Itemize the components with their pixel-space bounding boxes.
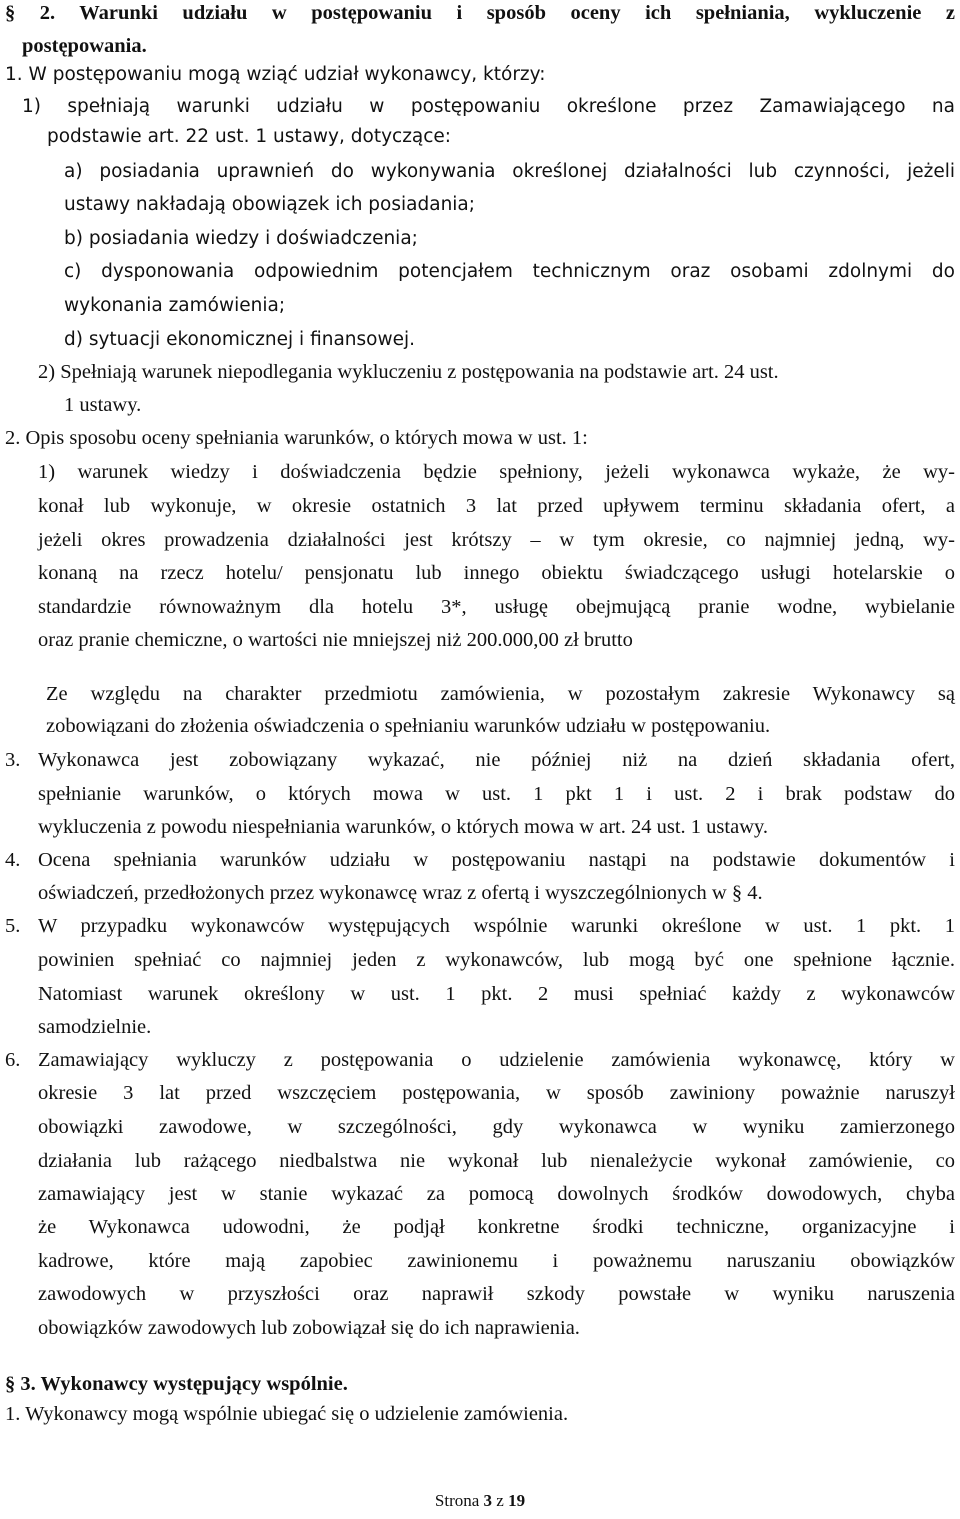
item-6-line-8: zawodowych w przyszłości oraz naprawił szkody powstałe w wyniku naruszenia [38, 1283, 955, 1305]
item-3-line-2: spełnianie warunków, o których mowa w ust. 1 pkt 1 i ust. 2 i brak podstaw do [38, 783, 955, 805]
paragraph-a-line-1: a) posiadania uprawnień do wykonywania określonej działalności lub czynności, jeżeli [64, 161, 955, 182]
paragraph-c-line-1: c) dysponowania odpowiednim potencjałem technicznym oraz osobami zdolnymi do [64, 261, 955, 282]
paragraph-item-1-1-line-1: 1) spełniają warunki udziału w postępowaniu określone przez Zamawiającego na [22, 96, 955, 117]
item-6-line-3: obowiązki zawodowe, w szczególności, gdy wykonawca w wyniku zamierzonego [38, 1116, 955, 1138]
item-4-line-2: oświadczeń, przedłożonych przez wykonawcę wraz z ofertą i wyszczególnionych w § 4. [38, 882, 763, 904]
section-3-heading: § 3. Wykonawcy występujący wspólnie. [5, 1373, 348, 1395]
item-5-line-3: Natomiast warunek określony w ust. 1 pkt. 2 musi spełniać każdy z wykonawców [38, 983, 955, 1005]
item-4-line-1: Ocena spełniania warunków udziału w postępowaniu nastąpi na podstawie dokumentów i [38, 849, 955, 871]
item-6-line-7: kadrowe, które mają zapobiec zawinionemu i poważnemu naruszaniu obowiązków [38, 1250, 955, 1272]
item-6-line-5: zamawiający jest w stanie wykazać za pomocą dowolnych środków dowodowych, chyba [38, 1183, 955, 1205]
paragraph-item-2-1-line-6: oraz pranie chemiczne, o wartości nie mniejszej niż 200.000,00 zł brutto [38, 629, 633, 651]
item-6-line-9: obowiązków zawodowych lub zobowiązał się do ich naprawienia. [38, 1317, 580, 1339]
item-6-line-4: działania lub rażącego niedbalstwa nie wykonał lub nienależycie wykonał zamówienie, co [38, 1150, 955, 1172]
paragraph-item-1-1-line-2: podstawie art. 22 ust. 1 ustawy, dotyczące: [47, 126, 452, 147]
paragraph-item-2-1-line-1: 1) warunek wiedzy i doświadczenia będzie spełniony, jeżeli wykonawca wykaże, że wy- [38, 461, 955, 483]
paragraph-item-1-2-line-2: 1 ustawy. [64, 394, 142, 416]
paragraph-item-2-1-line-5: standardzie równoważnym dla hotelu 3*, usługę obejmującą pranie wodne, wybielanie [38, 596, 955, 618]
item-5-line-1: W przypadku wykonawców występujących wspólnie warunki określone w ust. 1 pkt. 1 [38, 915, 955, 937]
item-5-line-4: samodzielnie. [38, 1016, 152, 1038]
item-3-line-3: wykluczenia z powodu niespełniania warunków, o których mowa w art. 24 ust. 1 ustawy. [38, 816, 769, 838]
item-5-number: 5. [5, 915, 21, 937]
paragraph-item-2-1-line-3: jeżeli okres prowadzenia działalności jest krótszy – w tym okresie, co najmniej jedną, wy- [38, 529, 955, 551]
section-3-item-1: 1. Wykonawcy mogą wspólnie ubiegać się o udzielenie zamówienia. [5, 1403, 569, 1425]
footer-page-number: 3 [483, 1491, 493, 1510]
section-heading-line-2: postępowania. [22, 35, 147, 57]
paragraph-c-line-2: wykonania zamówienia; [64, 295, 286, 316]
item-5-line-2: powinien spełniać co najmniej jeden z wykonawców, lub mogą być one spełnione łącznie. [38, 949, 955, 971]
note-line-1: Ze względu na charakter przedmiotu zamówienia, w pozostałym zakresie Wykonawcy są [46, 683, 955, 705]
footer-prefix: Strona [434, 1491, 484, 1510]
paragraph-b: b) posiadania wiedzy i doświadczenia; [64, 228, 418, 249]
item-4-number: 4. [5, 849, 21, 871]
paragraph-item-2-1-line-2: konał lub wykonuje, w okresie ostatnich 3 lat przed upływem terminu składania ofert, a [38, 495, 955, 517]
footer-total-pages: 19 [508, 1491, 526, 1510]
item-3-number: 3. [5, 749, 21, 771]
page-footer [0, 1489, 960, 1513]
paragraph-item-1-2-line-1: 2) Spełniają warunek niepodlegania wykluczeniu z postępowania na podstawie art. 24 ust. [38, 361, 779, 383]
paragraph-a-line-2: ustawy nakładają obowiązek ich posiadania; [64, 194, 476, 215]
note-line-2: zobowiązani do złożenia oświadczenia o spełnianiu warunków udziału w postępowaniu. [46, 715, 771, 737]
item-6-line-2: okresie 3 lat przed wszczęciem postępowania, w sposób zawiniony poważnie naruszył [38, 1082, 955, 1104]
footer-middle: z [492, 1491, 509, 1510]
paragraph-item-1-intro: 1. W postępowaniu mogą wziąć udział wykonawcy, którzy: [5, 64, 546, 85]
item-3-line-1: Wykonawca jest zobowiązany wykazać, nie później niż na dzień składania ofert, [38, 749, 955, 771]
item-6-line-6: że Wykonawca udowodni, że podjął konkretne środki techniczne, organizacyjne i [38, 1216, 955, 1238]
item-6-number: 6. [5, 1049, 21, 1071]
section-heading-line-1: § 2. Warunki udziału w postępowaniu i sposób oceny ich spełniania, wykluczenie z [5, 2, 955, 24]
paragraph-item-2-1-line-4: konaną na rzecz hotelu/ pensjonatu lub innego obiektu świadczącego usługi hotelarskie o [38, 562, 955, 584]
item-6-line-1: Zamawiający wykluczy z postępowania o udzielenie zamówienia wykonawcę, który w [38, 1049, 955, 1071]
section-heading [5, 1, 955, 25]
paragraph-item-2-intro: 2. Opis sposobu oceny spełniania warunków, o których mowa w ust. 1: [5, 427, 588, 449]
paragraph-d: d) sytuacji ekonomicznej i finansowej. [64, 329, 415, 350]
